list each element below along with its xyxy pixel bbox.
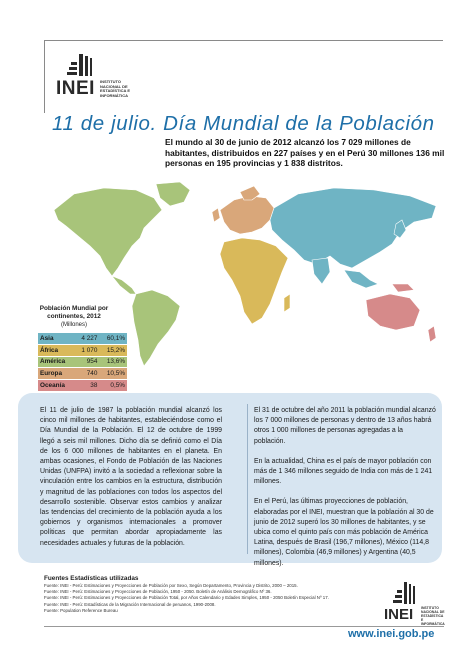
- source-line: Fuente: INEI - Perú: Estimaciones y Proyecciones de Población Total, por Años Calendario y Edades Simples, 1950 - 2050 Boletín Especial Nº 17.: [44, 595, 329, 601]
- left-column: [40, 406, 222, 559]
- map-new-guinea: [392, 284, 414, 292]
- population-table-units: (Millones): [60, 322, 87, 328]
- map-new-zealand: [428, 326, 436, 342]
- source-line: Fuente: INEI - Perú: Estimaciones y Proyecciones de Población, 1950 - 2050. Boletín de Análisis Demográfico Nº 36.: [44, 589, 272, 595]
- continent-cell: América: [38, 356, 74, 368]
- map-africa: [220, 238, 288, 324]
- map-australia: [366, 294, 420, 330]
- continent-cell: África: [38, 344, 74, 356]
- source-line: Fuente: INEI - Perú: Estadísticas de la Migración Internacional de peruanos, 1990-2008.: [44, 601, 216, 607]
- left-paragraph: El 11 de julio de 1987 la población mundial alcanzó los cinco mil millones de habitantes, estableciéndose como el Día Mundial de la Población. El 12 de octubre de 1999 llegó a seis mil millones. Dicho día se definió como el Día de los 6 000 millones de habitantes en el planeta. En ambas ocasiones, el Fondo de Población de las Naciones Unidas (UNFPA) invitó a la sociedad a reflexionar sobre la vinculación entre los cambios en la estructura, distribución y magnitud de las poblaciones con todos los aspectos del desarrollo sostenible. Observar estos cambios y analizar las tendencias del crecimiento de la población ayuda a los gobiernos y organismos internacionales a promover políticas que permitan abordar apropiadamente las necesidades actuales y futuras de la población.: [40, 407, 222, 547]
- population-row: [38, 356, 127, 368]
- map-south-america: [132, 290, 180, 366]
- map-central-america: [112, 276, 136, 294]
- map-greenland: [156, 182, 190, 206]
- right-paragraph: El 31 de octubre del año 2011 la población mundial alcanzó los 7 000 millones de personas y dentro de 13 años habrá otros 1 000 millones de personas agregadas a la población.: [254, 407, 436, 445]
- right-column: [254, 406, 436, 579]
- intro-text: El mundo al 30 de junio de 2012 alcanzó los 7 029 millones de habitantes, distribuidos en 227 países y en el Perú 30 millones 136 mil personas en 195 provincias y 1 838 distritos.: [165, 137, 445, 169]
- map-uk: [212, 208, 220, 222]
- right-paragraph: En el Perú, las últimas proyecciones de población, elaboradas por el INEI, muestran que la población al 30 de junio de 2012 superó los 30 millones de habitantes, y se ubica como el quinto país con más población de América Latina, después de Brasil (196,7 millones), México (114,8 millones), Colombia (46,9 millones) y Argentina (40,5 millones).: [254, 498, 434, 567]
- page-title: 11 de julio. Día Mundial de la Población: [52, 112, 435, 135]
- map-southeast-asia: [344, 270, 378, 288]
- value-cell: 954: [74, 356, 99, 368]
- map-madagascar: [284, 294, 290, 312]
- percent-cell: 10,5%: [99, 368, 127, 380]
- footer-logo-name: INEI: [384, 606, 414, 623]
- population-row: [38, 333, 127, 344]
- continent-cell: Europa: [38, 368, 74, 380]
- map-north-america: [54, 188, 162, 276]
- continent-cell: Asia: [38, 333, 74, 344]
- population-table: [38, 333, 127, 392]
- footer-divider: [44, 626, 444, 627]
- percent-cell: 60,1%: [99, 333, 127, 344]
- map-india: [312, 258, 330, 284]
- sources-title: Fuentes Estadísticas utilizadas: [44, 575, 139, 582]
- column-divider: [247, 404, 248, 554]
- logo-subtitle: INSTITUTO NACIONAL DE ESTADÍSTICA E INFORMÁTICA: [100, 79, 131, 98]
- footer-logo-subtitle: INSTITUTO NACIONAL DE ESTADÍSTICA E INFORMÁTICA: [421, 606, 445, 626]
- right-paragraph: En la actualidad, China es el país de mayor población con más de 1 346 millones seguido de India con más de 1 241 millones.: [254, 457, 433, 486]
- continent-cell: Oceanía: [38, 380, 74, 392]
- map-asia: [270, 188, 436, 268]
- population-row: [38, 344, 127, 356]
- website-link[interactable]: www.inei.gob.pe: [348, 628, 435, 640]
- value-cell: 38: [74, 380, 99, 392]
- value-cell: 1 070: [74, 344, 99, 356]
- source-line: Fuente: Population Reference Bureau: [44, 607, 118, 613]
- sources-list: [44, 583, 374, 614]
- value-cell: 740: [74, 368, 99, 380]
- source-line: Fuente: INEI - Perú: Estimaciones y Proyecciones de Población por Sexo, Según Departamento, Provincia y Distrito, 2000 – 2015.: [44, 583, 298, 588]
- percent-cell: 13,6%: [99, 356, 127, 368]
- percent-cell: 15,2%: [99, 344, 127, 356]
- percent-cell: 0,5%: [99, 380, 127, 392]
- population-row: [38, 380, 127, 392]
- map-europe: [220, 196, 274, 234]
- population-row: [38, 368, 127, 380]
- value-cell: 4 227: [74, 333, 99, 344]
- logo-name: INEI: [56, 78, 95, 99]
- population-table-title: Población Mundial por continentes, 2012: [39, 305, 109, 320]
